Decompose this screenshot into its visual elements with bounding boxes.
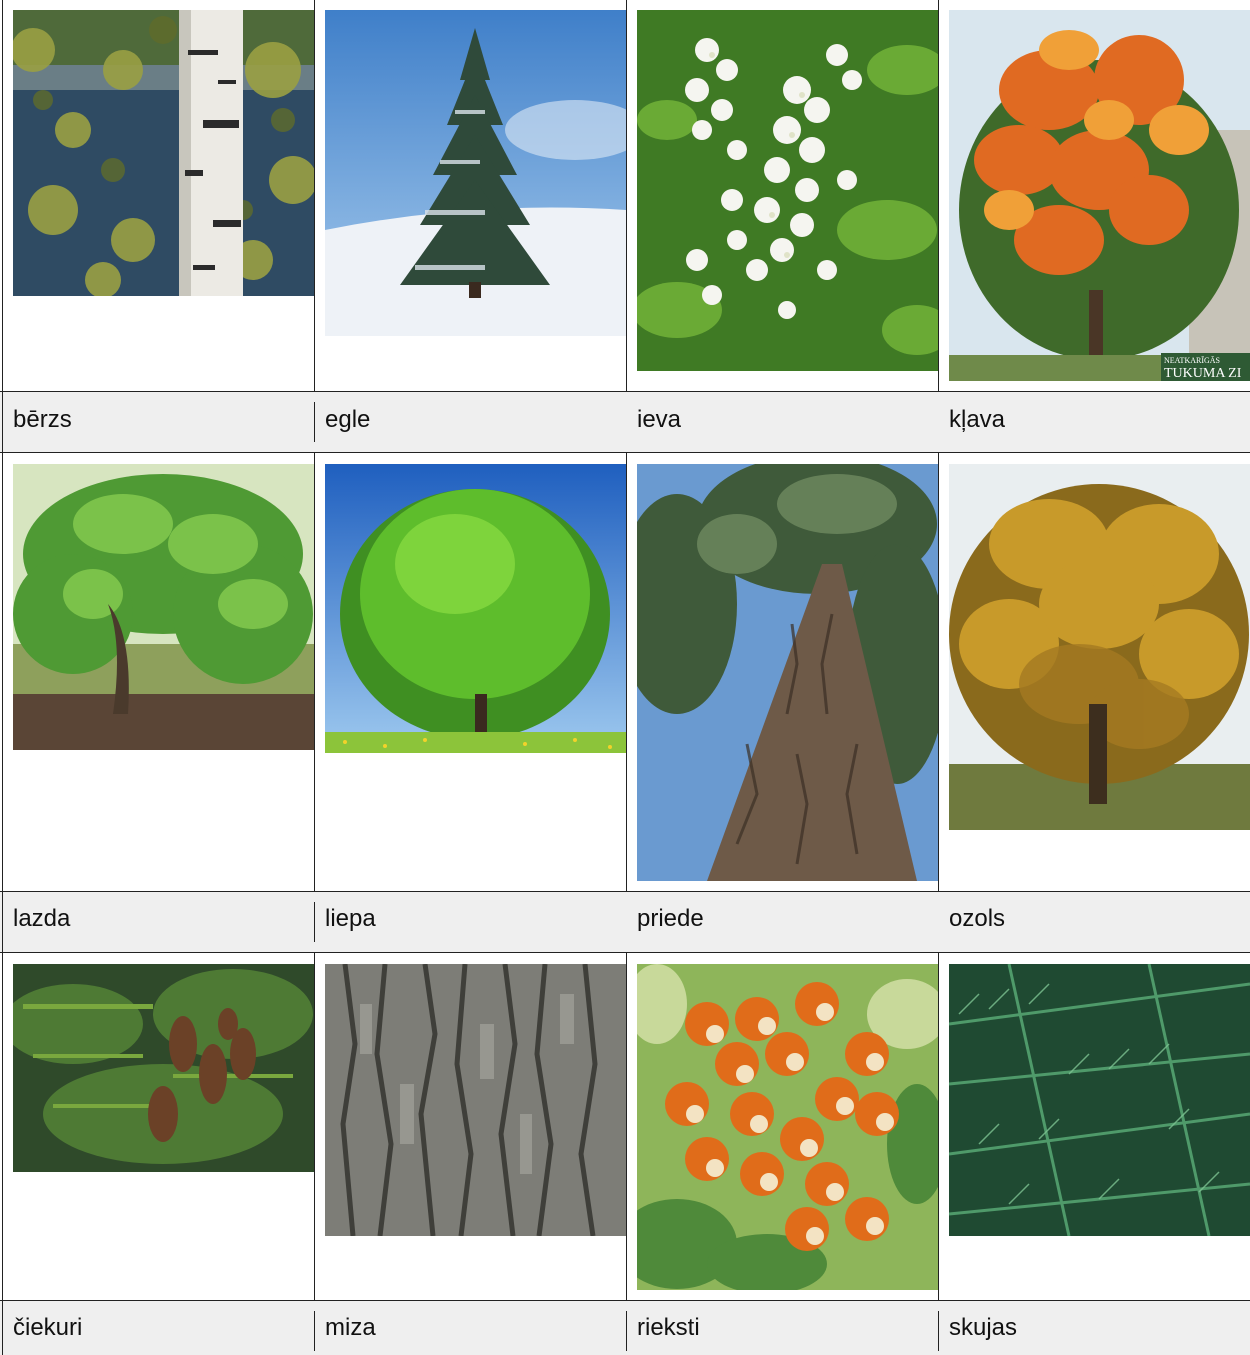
row-divider bbox=[0, 952, 1250, 953]
hazel-tree-photo bbox=[13, 464, 314, 750]
label-ozols: ozols bbox=[949, 905, 1006, 932]
column-divider bbox=[314, 453, 315, 891]
column-divider bbox=[626, 1311, 627, 1351]
column-divider bbox=[314, 402, 315, 442]
column-divider bbox=[2, 0, 3, 1355]
column-divider bbox=[626, 453, 627, 891]
needles-photo bbox=[949, 964, 1250, 1236]
row-divider bbox=[0, 1300, 1250, 1301]
row-divider bbox=[0, 891, 1250, 892]
column-divider bbox=[314, 902, 315, 942]
label-row-3 bbox=[0, 1301, 1250, 1355]
label-liepa: liepa bbox=[325, 905, 376, 932]
column-divider bbox=[626, 0, 627, 391]
label-row-1 bbox=[0, 392, 1250, 452]
label-rieksti: rieksti bbox=[637, 1314, 700, 1341]
oak-photo bbox=[949, 464, 1250, 830]
label-miza: miza bbox=[325, 1314, 376, 1341]
maple-photo bbox=[949, 10, 1250, 381]
row-divider bbox=[0, 452, 1250, 453]
pine-photo bbox=[637, 464, 938, 881]
column-divider bbox=[938, 1311, 939, 1351]
column-divider bbox=[938, 953, 939, 1300]
label-row-2 bbox=[0, 892, 1250, 952]
row-divider bbox=[0, 391, 1250, 392]
label-egle: egle bbox=[325, 406, 371, 433]
linden-photo bbox=[325, 464, 626, 753]
watermark-line-2: TUKUMA ZI bbox=[1164, 366, 1242, 381]
column-divider bbox=[314, 0, 315, 391]
label-priede: priede bbox=[637, 905, 704, 932]
cones-photo bbox=[13, 964, 314, 1172]
label-klava: kļava bbox=[949, 406, 1006, 433]
bark-photo bbox=[325, 964, 626, 1236]
column-divider bbox=[938, 0, 939, 391]
column-divider bbox=[314, 953, 315, 1300]
label-skujas: skujas bbox=[949, 1314, 1018, 1341]
birch-photo bbox=[13, 10, 314, 296]
watermark-line-1: NEATKARĪGĀS bbox=[1164, 356, 1220, 365]
column-divider bbox=[314, 1311, 315, 1351]
spruce-photo bbox=[325, 10, 626, 336]
bird-cherry-photo bbox=[637, 10, 938, 371]
column-divider bbox=[626, 953, 627, 1300]
label-ciekuri: čiekuri bbox=[13, 1314, 83, 1341]
label-berzs: bērzs bbox=[13, 406, 72, 433]
hazelnuts-photo bbox=[637, 964, 938, 1290]
column-divider bbox=[938, 453, 939, 891]
label-ieva: ieva bbox=[637, 406, 682, 433]
label-lazda: lazda bbox=[13, 905, 71, 932]
